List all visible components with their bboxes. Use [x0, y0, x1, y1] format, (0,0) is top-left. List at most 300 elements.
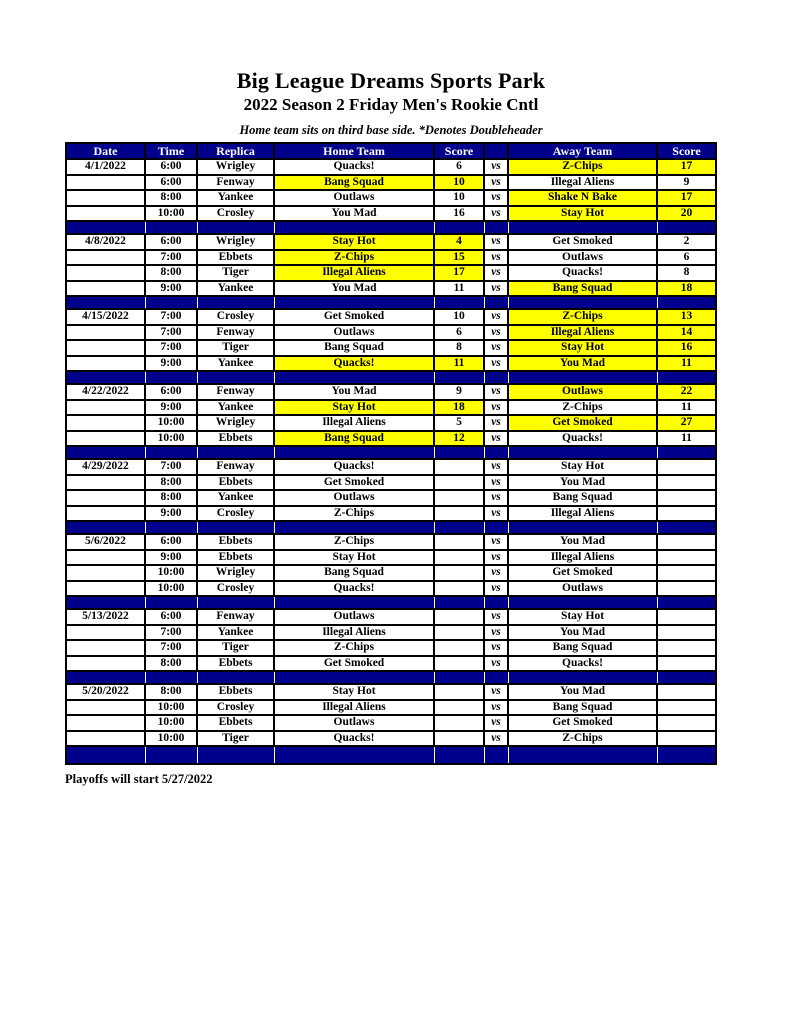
separator-cell	[66, 596, 145, 609]
time-cell: 7:00	[145, 325, 197, 341]
home-team-cell: You Mad	[274, 206, 434, 222]
separator-cell	[197, 221, 274, 234]
away-team-cell: Stay Hot	[508, 206, 657, 222]
away-score-cell: 22	[657, 384, 716, 400]
game-row	[66, 159, 716, 175]
replica-cell: Wrigley	[197, 234, 274, 250]
home-score-cell: 15	[434, 250, 484, 266]
home-team-cell: Z-Chips	[274, 640, 434, 656]
home-team-cell: Outlaws	[274, 190, 434, 206]
separator-cell	[197, 521, 274, 534]
home-score-cell: 4	[434, 234, 484, 250]
away-team-cell: Get Smoked	[508, 565, 657, 581]
separator-cell	[145, 746, 197, 764]
replica-cell: Yankee	[197, 356, 274, 372]
away-score-cell: 17	[657, 190, 716, 206]
date-cell: 4/22/2022	[66, 384, 145, 400]
home-team-cell: Stay Hot	[274, 684, 434, 700]
away-team-cell: Bang Squad	[508, 640, 657, 656]
game-row	[66, 431, 716, 447]
schedule-body	[66, 159, 716, 764]
away-score-cell: 2	[657, 234, 716, 250]
time-cell: 9:00	[145, 400, 197, 416]
date-cell	[66, 356, 145, 372]
vs-cell: vs	[484, 550, 508, 566]
date-cell	[66, 475, 145, 491]
col-header-time: Time	[145, 143, 197, 159]
separator-cell	[657, 596, 716, 609]
replica-cell: Ebbets	[197, 534, 274, 550]
replica-cell: Crosley	[197, 700, 274, 716]
home-team-cell: Illegal Aliens	[274, 415, 434, 431]
vs-cell: vs	[484, 431, 508, 447]
separator-cell	[657, 371, 716, 384]
date-cell	[66, 431, 145, 447]
date-cell	[66, 325, 145, 341]
away-team-cell: Stay Hot	[508, 609, 657, 625]
time-cell: 7:00	[145, 309, 197, 325]
home-team-cell: Outlaws	[274, 609, 434, 625]
separator-cell	[434, 221, 484, 234]
home-team-cell: Quacks!	[274, 581, 434, 597]
time-cell: 10:00	[145, 581, 197, 597]
date-cell: 5/6/2022	[66, 534, 145, 550]
replica-cell: Tiger	[197, 340, 274, 356]
date-cell: 4/15/2022	[66, 309, 145, 325]
replica-cell: Ebbets	[197, 684, 274, 700]
separator-cell	[197, 446, 274, 459]
game-row	[66, 625, 716, 641]
time-cell: 6:00	[145, 384, 197, 400]
vs-cell: vs	[484, 325, 508, 341]
time-cell: 7:00	[145, 640, 197, 656]
away-team-cell: Bang Squad	[508, 281, 657, 297]
page-content	[65, 68, 717, 786]
col-header-home-team: Home Team	[274, 143, 434, 159]
vs-cell: vs	[484, 309, 508, 325]
separator-cell	[197, 671, 274, 684]
vs-cell: vs	[484, 281, 508, 297]
home-score-cell	[434, 550, 484, 566]
away-team-cell: Get Smoked	[508, 415, 657, 431]
playoffs-note: Playoffs will start 5/27/2022	[65, 772, 213, 786]
time-cell: 8:00	[145, 190, 197, 206]
separator-cell	[66, 671, 145, 684]
vs-cell: vs	[484, 581, 508, 597]
game-row	[66, 490, 716, 506]
away-team-cell: Outlaws	[508, 581, 657, 597]
separator-cell	[484, 596, 508, 609]
game-row	[66, 325, 716, 341]
separator-cell	[274, 446, 434, 459]
home-score-cell: 11	[434, 356, 484, 372]
home-score-cell: 10	[434, 309, 484, 325]
away-score-cell: 11	[657, 431, 716, 447]
date-cell	[66, 340, 145, 356]
away-score-cell: 14	[657, 325, 716, 341]
separator-cell	[434, 596, 484, 609]
away-team-cell: You Mad	[508, 475, 657, 491]
separator-cell	[484, 671, 508, 684]
col-header-home-score: Score	[434, 143, 484, 159]
column-header-row	[66, 143, 716, 159]
away-score-cell: 16	[657, 340, 716, 356]
col-header-vs	[484, 143, 508, 159]
separator-cell	[508, 671, 657, 684]
home-team-cell: Stay Hot	[274, 550, 434, 566]
game-row	[66, 415, 716, 431]
date-cell	[66, 656, 145, 672]
home-team-note: Home team sits on third base side. *Denotes Doubleheader	[239, 123, 543, 137]
replica-cell: Fenway	[197, 609, 274, 625]
away-team-cell: You Mad	[508, 534, 657, 550]
replica-cell: Crosley	[197, 309, 274, 325]
away-team-cell: You Mad	[508, 684, 657, 700]
game-row	[66, 506, 716, 522]
away-score-cell	[657, 475, 716, 491]
game-row	[66, 281, 716, 297]
separator-cell	[197, 596, 274, 609]
away-score-cell	[657, 684, 716, 700]
game-row	[66, 700, 716, 716]
away-team-cell: Illegal Aliens	[508, 175, 657, 191]
replica-cell: Wrigley	[197, 565, 274, 581]
replica-cell: Ebbets	[197, 250, 274, 266]
away-score-cell: 6	[657, 250, 716, 266]
vs-cell: vs	[484, 700, 508, 716]
home-score-cell: 18	[434, 400, 484, 416]
time-cell: 8:00	[145, 265, 197, 281]
game-row	[66, 265, 716, 281]
vs-cell: vs	[484, 656, 508, 672]
date-cell	[66, 550, 145, 566]
away-team-cell: Illegal Aliens	[508, 506, 657, 522]
home-score-cell	[434, 656, 484, 672]
game-row	[66, 400, 716, 416]
away-team-cell: Z-Chips	[508, 731, 657, 747]
schedule-table	[65, 142, 717, 765]
game-row	[66, 206, 716, 222]
separator-cell	[274, 296, 434, 309]
game-row	[66, 340, 716, 356]
separator-cell	[484, 521, 508, 534]
date-cell	[66, 265, 145, 281]
home-score-cell	[434, 700, 484, 716]
separator-cell	[66, 746, 145, 764]
replica-cell: Crosley	[197, 506, 274, 522]
home-score-cell	[434, 715, 484, 731]
separator-cell	[434, 746, 484, 764]
home-score-cell: 10	[434, 190, 484, 206]
replica-cell: Ebbets	[197, 475, 274, 491]
vs-cell: vs	[484, 625, 508, 641]
game-row	[66, 684, 716, 700]
away-score-cell: 11	[657, 356, 716, 372]
home-score-cell	[434, 625, 484, 641]
date-cell	[66, 281, 145, 297]
away-team-cell: Stay Hot	[508, 340, 657, 356]
replica-cell: Ebbets	[197, 715, 274, 731]
game-row	[66, 190, 716, 206]
date-cell	[66, 190, 145, 206]
separator-cell	[657, 746, 716, 764]
col-header-date: Date	[66, 143, 145, 159]
game-row	[66, 250, 716, 266]
replica-cell: Tiger	[197, 731, 274, 747]
vs-cell: vs	[484, 206, 508, 222]
date-cell	[66, 700, 145, 716]
separator-cell	[657, 521, 716, 534]
replica-cell: Wrigley	[197, 159, 274, 175]
away-team-cell: Stay Hot	[508, 459, 657, 475]
vs-cell: vs	[484, 234, 508, 250]
home-team-cell: Z-Chips	[274, 506, 434, 522]
time-cell: 7:00	[145, 250, 197, 266]
replica-cell: Fenway	[197, 459, 274, 475]
game-row	[66, 715, 716, 731]
separator-cell	[434, 371, 484, 384]
game-row	[66, 309, 716, 325]
separator-cell	[145, 371, 197, 384]
away-team-cell: Illegal Aliens	[508, 325, 657, 341]
time-cell: 7:00	[145, 340, 197, 356]
vs-cell: vs	[484, 175, 508, 191]
home-score-cell: 6	[434, 325, 484, 341]
date-cell: 5/20/2022	[66, 684, 145, 700]
game-row	[66, 550, 716, 566]
separator-cell	[657, 671, 716, 684]
time-cell: 8:00	[145, 684, 197, 700]
vs-cell: vs	[484, 506, 508, 522]
vs-cell: vs	[484, 159, 508, 175]
home-team-cell: Quacks!	[274, 459, 434, 475]
away-score-cell	[657, 715, 716, 731]
replica-cell: Fenway	[197, 325, 274, 341]
vs-cell: vs	[484, 490, 508, 506]
time-cell: 6:00	[145, 234, 197, 250]
vs-cell: vs	[484, 640, 508, 656]
home-score-cell: 10	[434, 175, 484, 191]
away-team-cell: Z-Chips	[508, 400, 657, 416]
replica-cell: Fenway	[197, 384, 274, 400]
separator-cell	[484, 221, 508, 234]
date-cell	[66, 565, 145, 581]
separator-cell	[145, 596, 197, 609]
away-score-cell	[657, 565, 716, 581]
away-team-cell: Quacks!	[508, 431, 657, 447]
home-team-cell: Outlaws	[274, 325, 434, 341]
game-row	[66, 384, 716, 400]
away-team-cell: Z-Chips	[508, 309, 657, 325]
away-score-cell: 27	[657, 415, 716, 431]
time-cell: 9:00	[145, 281, 197, 297]
home-team-cell: You Mad	[274, 384, 434, 400]
vs-cell: vs	[484, 715, 508, 731]
date-cell	[66, 400, 145, 416]
home-team-cell: Illegal Aliens	[274, 625, 434, 641]
away-score-cell: 11	[657, 400, 716, 416]
home-team-cell: Stay Hot	[274, 400, 434, 416]
game-row	[66, 459, 716, 475]
col-header-away-team: Away Team	[508, 143, 657, 159]
time-cell: 8:00	[145, 475, 197, 491]
home-team-cell: Illegal Aliens	[274, 700, 434, 716]
separator-cell	[145, 296, 197, 309]
home-score-cell	[434, 506, 484, 522]
home-score-cell: 9	[434, 384, 484, 400]
vs-cell: vs	[484, 250, 508, 266]
separator-cell	[145, 671, 197, 684]
game-row	[66, 581, 716, 597]
separator-cell	[66, 296, 145, 309]
separator-cell	[434, 296, 484, 309]
replica-cell: Crosley	[197, 206, 274, 222]
time-cell: 10:00	[145, 415, 197, 431]
home-team-cell: Outlaws	[274, 715, 434, 731]
home-score-cell	[434, 490, 484, 506]
week-separator-row	[66, 671, 716, 684]
date-cell	[66, 415, 145, 431]
away-team-cell: Outlaws	[508, 250, 657, 266]
away-score-cell	[657, 506, 716, 522]
date-cell	[66, 625, 145, 641]
time-cell: 6:00	[145, 159, 197, 175]
home-team-cell: You Mad	[274, 281, 434, 297]
away-score-cell	[657, 609, 716, 625]
time-cell: 6:00	[145, 534, 197, 550]
week-separator-row	[66, 596, 716, 609]
home-team-cell: Illegal Aliens	[274, 265, 434, 281]
separator-cell	[508, 746, 657, 764]
separator-cell	[66, 221, 145, 234]
separator-cell	[66, 521, 145, 534]
away-team-cell: Bang Squad	[508, 490, 657, 506]
separator-cell	[657, 446, 716, 459]
home-score-cell	[434, 475, 484, 491]
game-row	[66, 609, 716, 625]
separator-cell	[197, 296, 274, 309]
separator-cell	[274, 596, 434, 609]
date-cell	[66, 731, 145, 747]
home-score-cell: 16	[434, 206, 484, 222]
game-row	[66, 356, 716, 372]
home-team-cell: Quacks!	[274, 159, 434, 175]
vs-cell: vs	[484, 731, 508, 747]
away-team-cell: Illegal Aliens	[508, 550, 657, 566]
away-score-cell	[657, 656, 716, 672]
vs-cell: vs	[484, 340, 508, 356]
separator-cell	[274, 221, 434, 234]
separator-cell	[66, 371, 145, 384]
home-score-cell	[434, 684, 484, 700]
home-score-cell	[434, 609, 484, 625]
game-row	[66, 565, 716, 581]
vs-cell: vs	[484, 415, 508, 431]
separator-cell	[274, 746, 434, 764]
away-score-cell	[657, 581, 716, 597]
date-cell	[66, 715, 145, 731]
separator-cell	[197, 746, 274, 764]
vs-cell: vs	[484, 684, 508, 700]
replica-cell: Yankee	[197, 281, 274, 297]
separator-cell	[508, 521, 657, 534]
game-row	[66, 175, 716, 191]
time-cell: 10:00	[145, 731, 197, 747]
separator-cell	[145, 446, 197, 459]
separator-cell	[434, 446, 484, 459]
home-score-cell: 8	[434, 340, 484, 356]
separator-cell	[484, 296, 508, 309]
date-cell	[66, 250, 145, 266]
home-score-cell: 5	[434, 415, 484, 431]
replica-cell: Fenway	[197, 175, 274, 191]
time-cell: 10:00	[145, 206, 197, 222]
date-cell	[66, 490, 145, 506]
away-team-cell: Bang Squad	[508, 700, 657, 716]
home-score-cell: 6	[434, 159, 484, 175]
away-team-cell: Get Smoked	[508, 234, 657, 250]
home-score-cell	[434, 534, 484, 550]
home-score-cell	[434, 640, 484, 656]
away-score-cell: 17	[657, 159, 716, 175]
time-cell: 8:00	[145, 656, 197, 672]
home-team-cell: Bang Squad	[274, 565, 434, 581]
home-score-cell	[434, 459, 484, 475]
away-score-cell: 8	[657, 265, 716, 281]
date-cell: 4/8/2022	[66, 234, 145, 250]
away-team-cell: Quacks!	[508, 656, 657, 672]
away-team-cell: Shake N Bake	[508, 190, 657, 206]
col-header-replica: Replica	[197, 143, 274, 159]
date-cell: 4/1/2022	[66, 159, 145, 175]
week-separator-row	[66, 371, 716, 384]
away-score-cell	[657, 490, 716, 506]
week-separator-row	[66, 446, 716, 459]
away-score-cell	[657, 731, 716, 747]
away-score-cell	[657, 534, 716, 550]
date-cell	[66, 206, 145, 222]
separator-cell	[508, 221, 657, 234]
game-row	[66, 475, 716, 491]
replica-cell: Ebbets	[197, 550, 274, 566]
away-team-cell: Get Smoked	[508, 715, 657, 731]
week-separator-row	[66, 746, 716, 764]
home-team-cell: Get Smoked	[274, 656, 434, 672]
replica-cell: Wrigley	[197, 415, 274, 431]
week-separator-row	[66, 221, 716, 234]
separator-cell	[508, 296, 657, 309]
vs-cell: vs	[484, 384, 508, 400]
game-row	[66, 640, 716, 656]
separator-cell	[484, 446, 508, 459]
home-score-cell: 12	[434, 431, 484, 447]
away-score-cell	[657, 625, 716, 641]
season-subtitle: 2022 Season 2 Friday Men's Rookie Cntl	[243, 95, 539, 114]
separator-cell	[274, 671, 434, 684]
week-separator-row	[66, 521, 716, 534]
away-score-cell	[657, 459, 716, 475]
time-cell: 6:00	[145, 175, 197, 191]
replica-cell: Yankee	[197, 625, 274, 641]
week-separator-row	[66, 296, 716, 309]
separator-cell	[274, 371, 434, 384]
away-score-cell	[657, 550, 716, 566]
separator-cell	[657, 296, 716, 309]
separator-cell	[484, 371, 508, 384]
separator-cell	[434, 671, 484, 684]
col-header-away-score: Score	[657, 143, 716, 159]
time-cell: 8:00	[145, 490, 197, 506]
